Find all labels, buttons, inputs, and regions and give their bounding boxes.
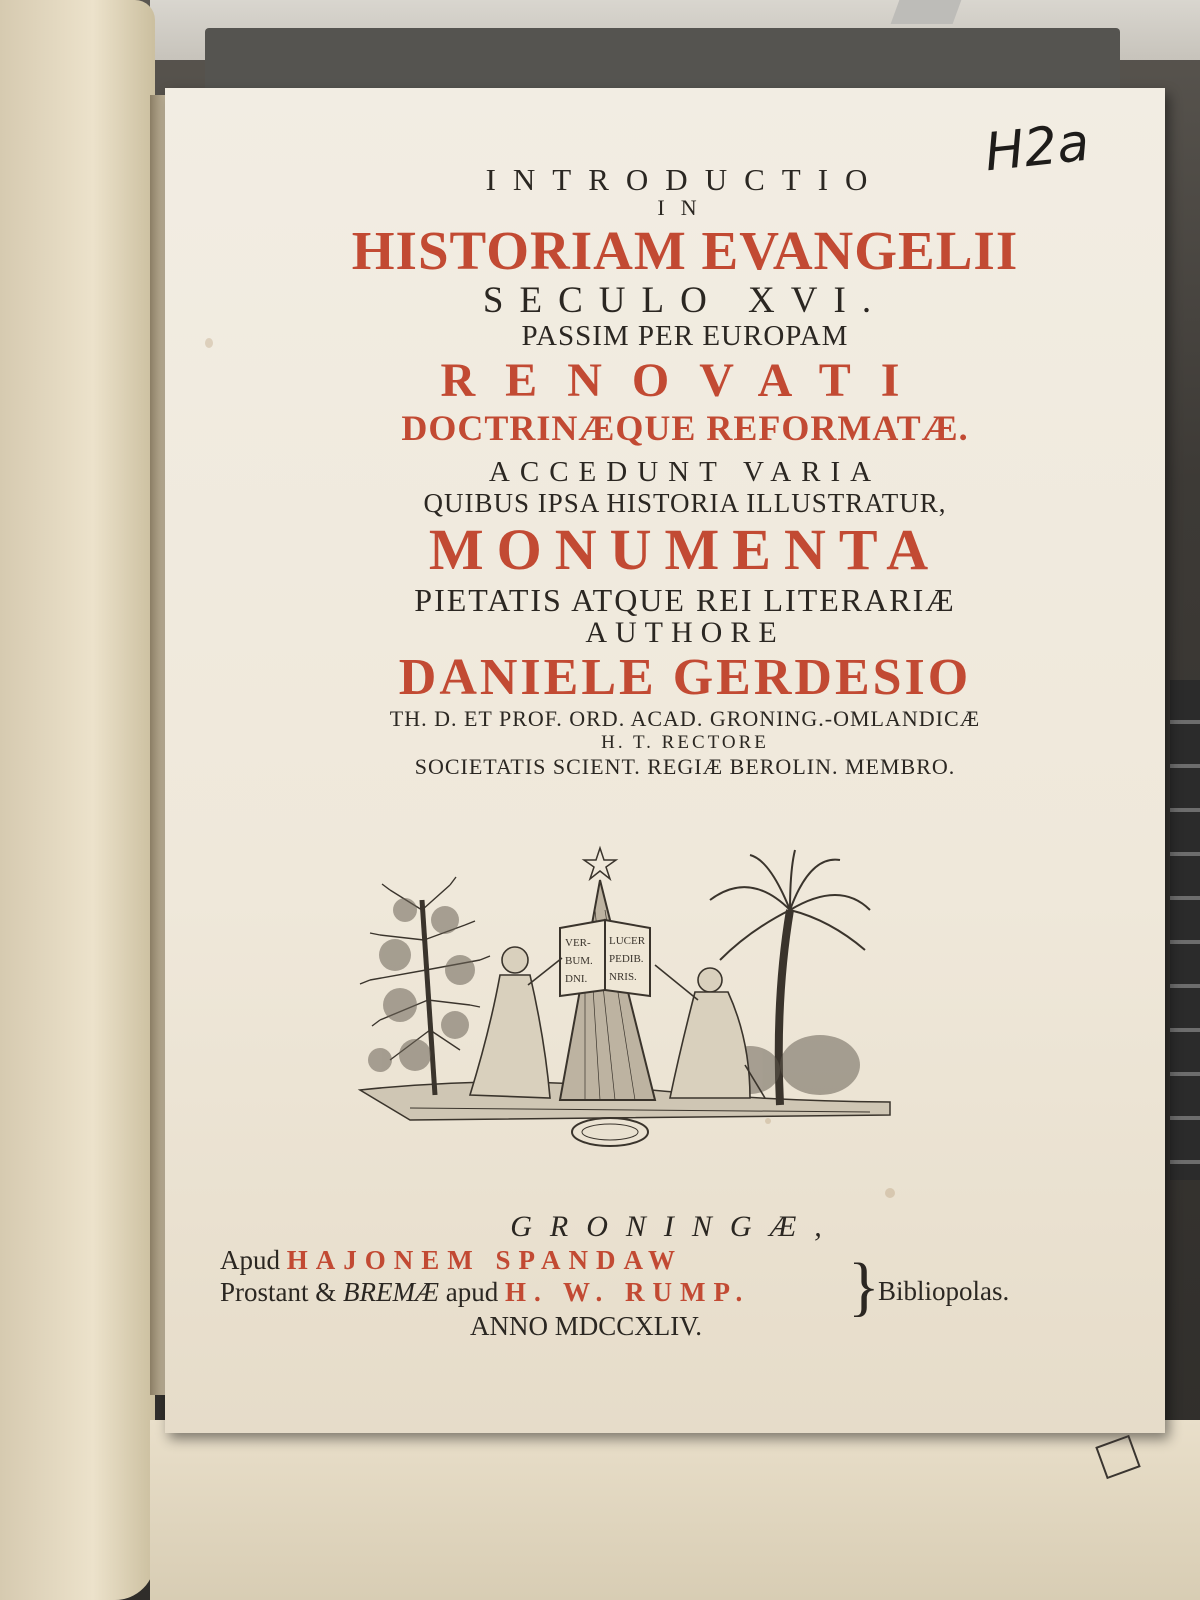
engraved-vignette (350, 840, 910, 1170)
imprint-bibliopolas: Bibliopolas. (878, 1276, 1010, 1306)
handwritten-shelfmark: H2a (982, 112, 1092, 184)
title-line-12: AUTHORE (585, 616, 785, 649)
imprint-year-line (470, 1311, 1040, 1342)
author-title-3: SOCIETATIS SCIENT. REGIÆ BEROLIN. MEMBRO. (414, 754, 956, 779)
book-text-4: PEDIB. (609, 953, 644, 965)
imprint-publisher-2: H. W. RUMP. (504, 1277, 751, 1308)
book-strap (891, 0, 962, 24)
imprint-apud-2: apud (445, 1277, 499, 1308)
seated-figure-right (655, 965, 765, 1098)
book-text-6: NRIS. (609, 971, 637, 983)
title-line-1: INTRODUCTIO (485, 162, 885, 197)
imprint-year: MDCCXLIV. (554, 1310, 703, 1341)
seated-figure-left (470, 947, 562, 1098)
imprint-bremae: BREMÆ (343, 1277, 439, 1308)
book-text-3: BUM. (565, 955, 593, 967)
imprint-apud: Apud (220, 1245, 280, 1275)
title-line-6: RENOVATI (440, 354, 930, 407)
title-line-3: HISTORIAM EVANGELII (351, 220, 1019, 281)
book-text-1: VER- (565, 937, 591, 949)
imprint-place: GRONINGÆ, (510, 1210, 840, 1243)
palm-fronds (710, 850, 870, 960)
imprint-publisher-1: HAJONEM SPANDAW (286, 1245, 683, 1275)
title-line-10: MONUMENTA (428, 517, 942, 582)
title-line-5: PASSIM PER EUROPAM (521, 320, 849, 352)
imprint-line-publisher (220, 1244, 1040, 1276)
foxing-spot (885, 1188, 895, 1198)
author-title-1: TH. D. ET PROF. ORD. ACAD. GRONING.-OMLANDICÆ (389, 706, 981, 731)
book-text-5: DNI. (565, 973, 588, 985)
book-text-2: LUCER (609, 935, 646, 947)
imprint-block (220, 1210, 1040, 1342)
title-text-block (180, 160, 1190, 778)
brace-glyph: } (848, 1250, 880, 1323)
star-icon (584, 848, 616, 879)
title-line-4: SECULO XVI. (482, 280, 888, 321)
open-book (560, 920, 650, 996)
page-underside (150, 1420, 1200, 1600)
imprint-prostant: Prostant & (220, 1277, 337, 1308)
title-line-7: DOCTRINÆQUE REFORMATÆ. (401, 408, 969, 448)
author-name: DANIELE GERDESIO (398, 649, 972, 706)
left-page (0, 0, 155, 1600)
vignette-cartouche-inner (582, 1124, 638, 1140)
title-line-2: IN (657, 195, 713, 220)
title-line-9: QUIBUS IPSA HISTORIA ILLUSTRATUR, (423, 488, 947, 518)
title-line-8: ACCEDUNT VARIA (488, 456, 882, 488)
title-line-11: PIETATIS ATQUE REI LITERARIÆ (414, 582, 956, 618)
author-title-2: H. T. RECTORE (601, 732, 769, 753)
imprint-anno: ANNO (470, 1310, 548, 1341)
